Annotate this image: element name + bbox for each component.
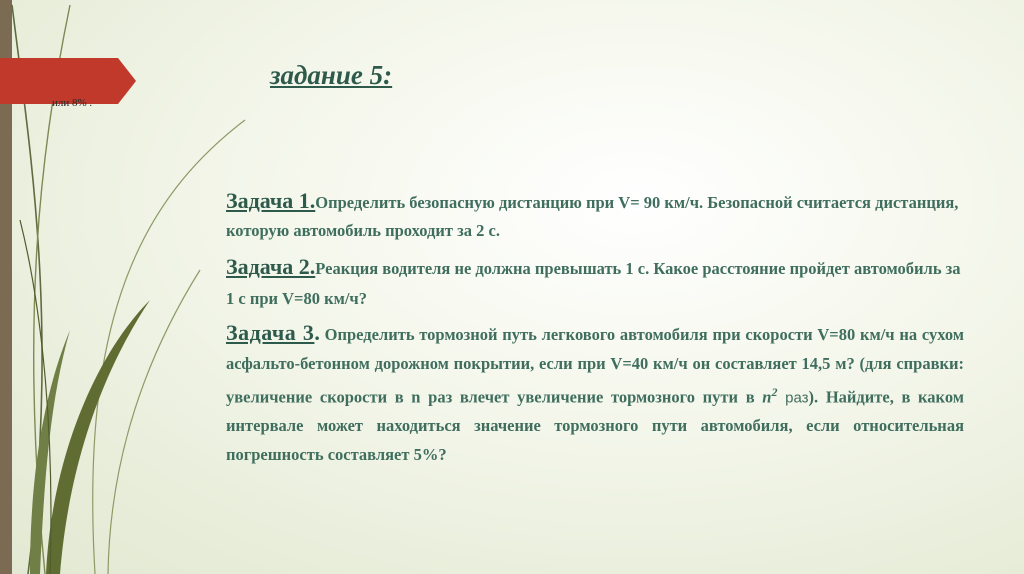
slide-title: задание 5: <box>270 60 393 90</box>
task-3-math-base: n <box>762 386 772 406</box>
task-3-label-dot: . <box>314 320 320 345</box>
task-3-word-after-math: раз <box>777 388 809 406</box>
task-3-math-exp: 2 <box>771 384 778 399</box>
task-1-text: Определить безопасную дистанцию при V= 90 км/ч. Безопасной считается дистанция, которую автомобиль проходит за 2 с. <box>226 193 959 240</box>
task-3-text-before: Определить тормозной путь легкового автомобиля при скорости V=80 км/ч на сухом асфальто-бетонном дорожном покрытии, если при V=40 км/ч он составляет 14,5 м? (для справки: увеличение скорости в n раз влечет увеличение тормозного пути в <box>226 325 964 406</box>
task-2 <box>226 252 964 314</box>
small-note: или 8% . <box>52 97 93 109</box>
task-3 <box>226 319 964 469</box>
task-2-text: Реакция водителя не должна превышать 1 с. Какое расстояние пройдет автомобиль за 1 с при V=80 км/ч? <box>226 259 961 308</box>
task-3-text-after: ). Найдите, в каком интервале может находиться значение тормозного пути автомобиля, если относительная погрешность составляет 5%? <box>226 386 965 464</box>
task-1 <box>226 187 964 245</box>
task-2-label: Задача 2. <box>226 254 316 279</box>
task-1-label: Задача 1. <box>226 188 316 213</box>
task-3-label: Задача 3 <box>226 320 315 345</box>
